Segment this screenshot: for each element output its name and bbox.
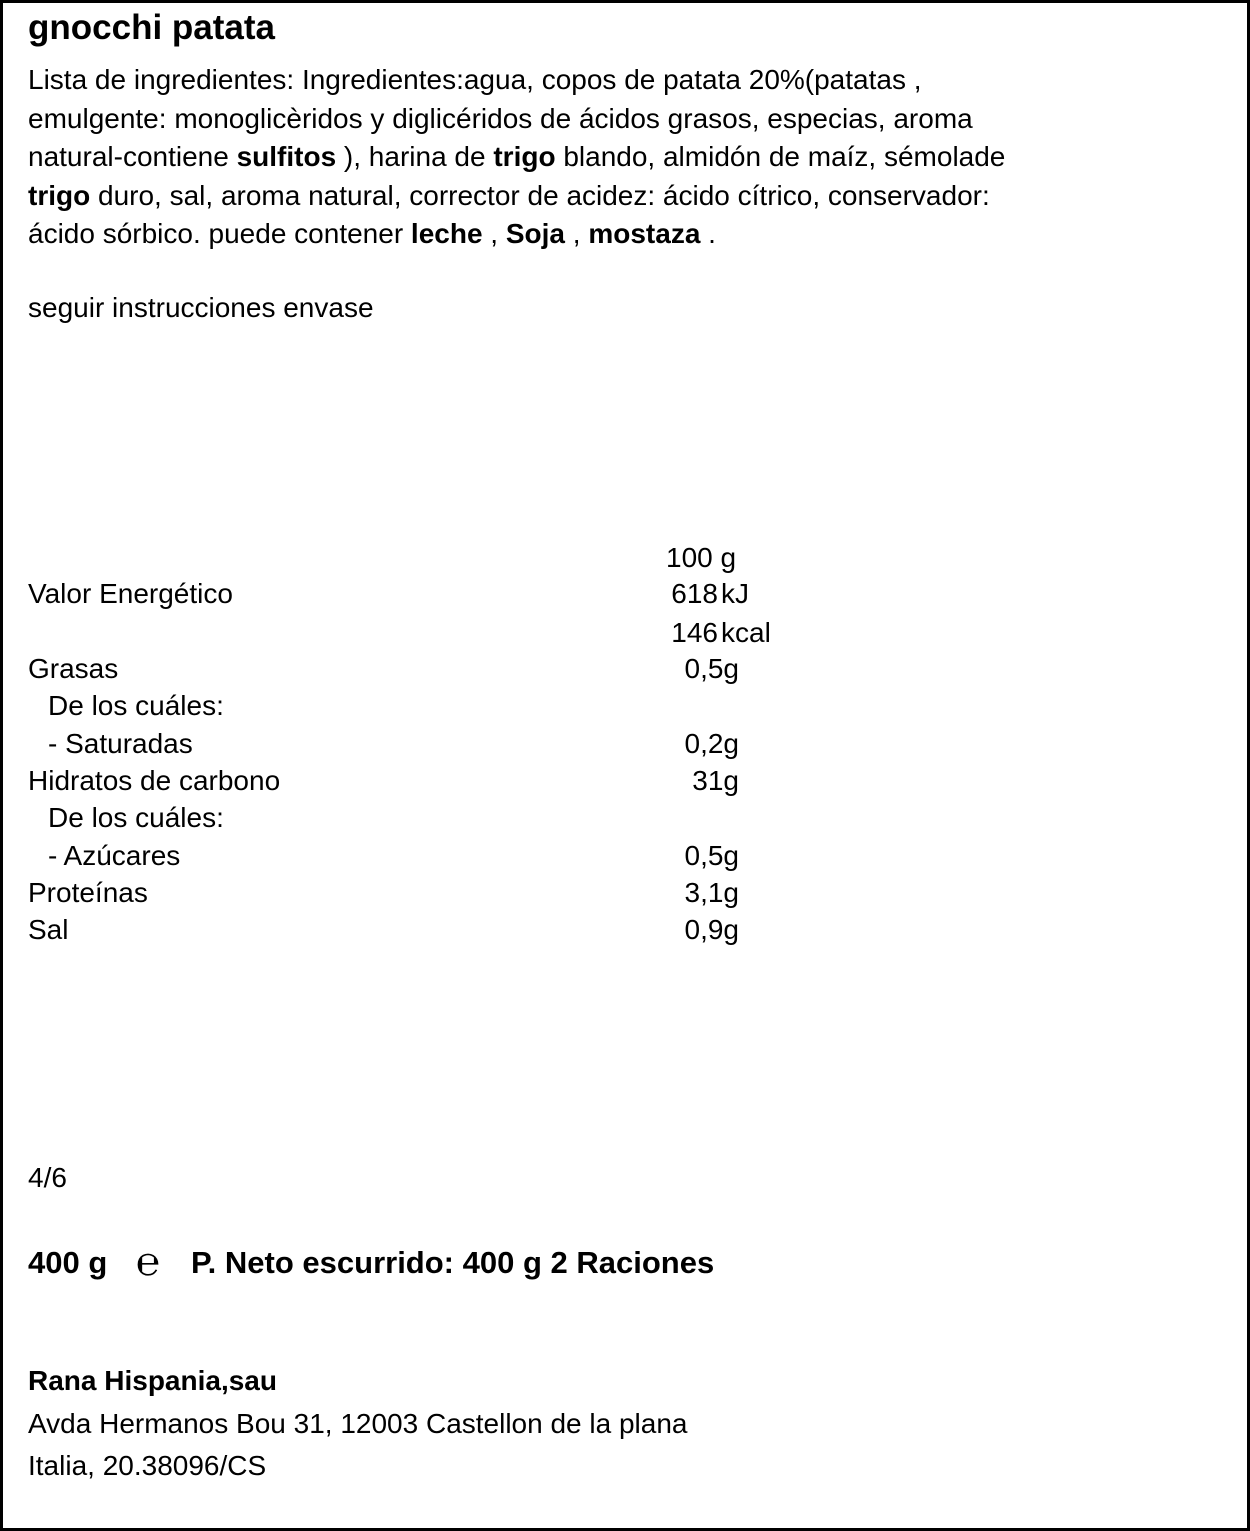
ingredients-text: . (700, 218, 716, 249)
energy-kcal-unit: kcal (721, 617, 771, 648)
drained-net-weight: P. Neto escurrido: 400 g 2 Raciones (191, 1245, 715, 1280)
svg-text:℮: ℮ (135, 1241, 161, 1281)
nutrient-value-carbohydrates: 31g (692, 765, 739, 796)
nutrient-label-carbohydrates: Hidratos de carbono (28, 765, 281, 796)
nutrition-header-per-100g: 100 g (666, 542, 737, 573)
allergen-highlight: sulfitos (236, 141, 337, 172)
product-title: gnocchi patata (28, 8, 275, 47)
ingredients-text: ácido sórbico. puede contener (28, 218, 411, 249)
page-indicator: 4/6 (28, 1162, 67, 1193)
energy-label: Valor Energético (28, 578, 233, 609)
ingredients-text: Lista de ingredientes: Ingredientes:agua, copos de patata 20%(patatas , (28, 64, 922, 95)
ingredients-line (28, 61, 1228, 100)
ingredients-text: emulgente: monoglicèridos y diglicéridos de ácidos grasos, especias, aroma (28, 102, 973, 134)
allergen-highlight: Soja (505, 218, 566, 249)
allergen-highlight: trigo (28, 179, 91, 211)
allergen-highlight: mostaza (588, 218, 701, 249)
ingredients-text: , (482, 218, 506, 249)
nutrient-label-saturated: - Saturadas (48, 728, 193, 759)
nutrient-value-saturated: 0,2g (684, 728, 739, 759)
ingredients-text: natural-contiene (28, 141, 237, 172)
net-weight: 400 g (28, 1245, 108, 1280)
nutrient-value-salt: 0,9g (684, 914, 739, 945)
energy-kcal-value: 146 (671, 617, 718, 648)
estimated-sign-icon (129, 1241, 167, 1281)
company-address: Avda Hermanos Bou 31, 12003 Castellon de la plana (28, 1408, 688, 1439)
nutrient-label-of-which: De los cuáles: (48, 802, 224, 833)
energy-kj-unit: kJ (721, 578, 749, 609)
allergen-highlight: leche (410, 218, 483, 249)
energy-kj-value: 618 (671, 578, 718, 609)
ingredients-list (28, 61, 1228, 254)
nutrient-label-sugars: - Azúcares (48, 840, 181, 871)
company-registry: Italia, 20.38096/CS (28, 1450, 267, 1481)
ingredients-text: , (565, 218, 589, 249)
nutrient-value-protein: 3,1g (684, 877, 739, 908)
nutrient-value-sugars: 0,5g (684, 840, 739, 871)
ingredients-line (28, 100, 1228, 139)
ingredients-text: duro, sal, aroma natural, corrector de acidez: ácido cítrico, conservador: (90, 179, 990, 211)
nutrient-label-protein: Proteínas (28, 877, 148, 908)
ingredients-text: ), harina de (336, 141, 494, 172)
nutrient-label-salt: Sal (28, 914, 69, 945)
nutrient-label-fat: Grasas (28, 653, 119, 684)
nutrient-value-fat: 0,5g (684, 653, 739, 684)
nutrient-label-of-which: De los cuáles: (48, 690, 224, 721)
ingredients-line (28, 138, 1228, 177)
ingredients-line (28, 215, 1228, 254)
ingredients-line (28, 177, 1228, 216)
company-name: Rana Hispania,sau (28, 1365, 277, 1396)
ingredients-text: blando, almidón de maíz, sémolade (555, 141, 1006, 172)
allergen-highlight: trigo (493, 141, 556, 172)
preparation-instructions: seguir instrucciones envase (28, 292, 374, 323)
